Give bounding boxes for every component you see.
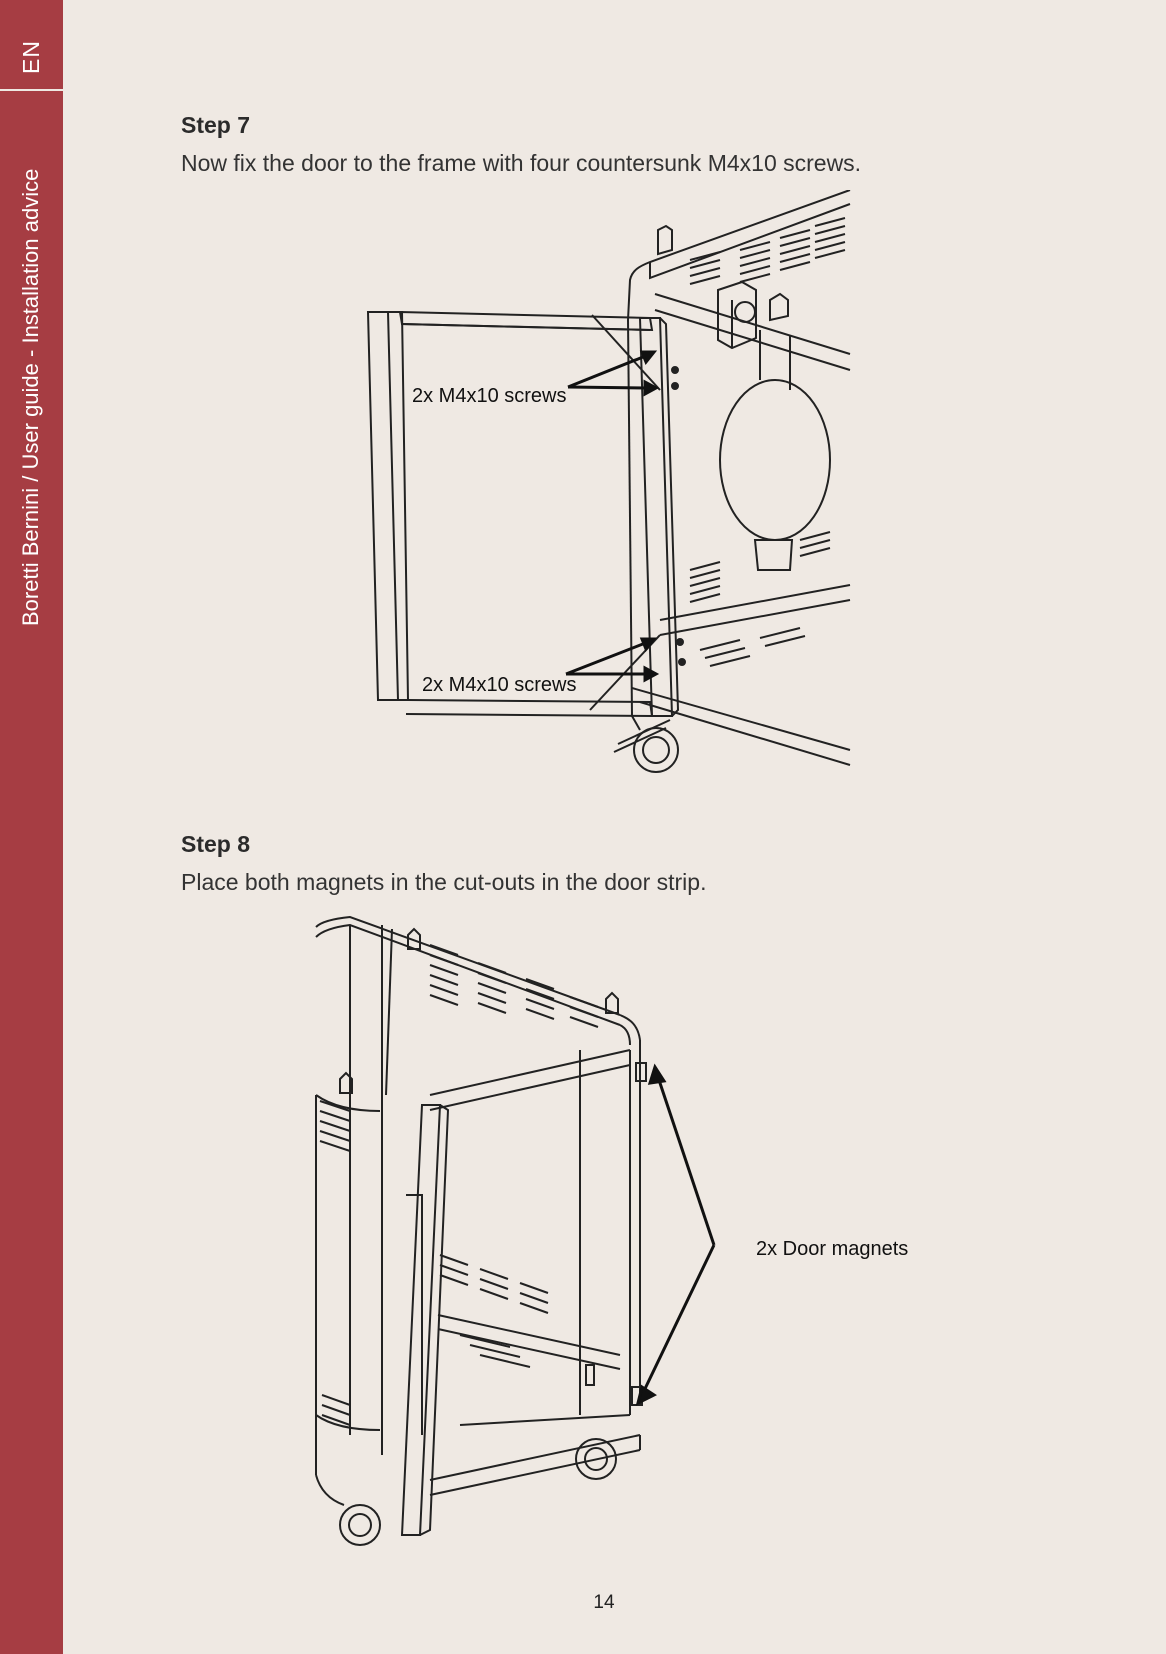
sidebar <box>0 0 63 1654</box>
step-8-title: Step 8 <box>181 831 251 857</box>
callout-door-magnets: 2x Door magnets <box>756 1238 909 1260</box>
language-label: EN <box>18 40 44 74</box>
document-title: Boretti Bernini / User guide - Installation advice <box>18 168 43 626</box>
page-number: 14 <box>593 1592 615 1613</box>
step-7-title: Step 7 <box>181 112 251 138</box>
step-7-illustration <box>360 190 860 810</box>
step-8-illustration <box>310 915 930 1565</box>
callout-screws-top: 2x M4x10 screws <box>412 385 567 407</box>
callout-screws-bottom: 2x M4x10 screws <box>422 674 577 696</box>
sidebar-divider <box>0 89 63 91</box>
step-7-text: Now fix the door to the frame with four countersunk M4x10 screws. <box>181 150 862 176</box>
step-8-text: Place both magnets in the cut-outs in the door strip. <box>181 869 707 895</box>
